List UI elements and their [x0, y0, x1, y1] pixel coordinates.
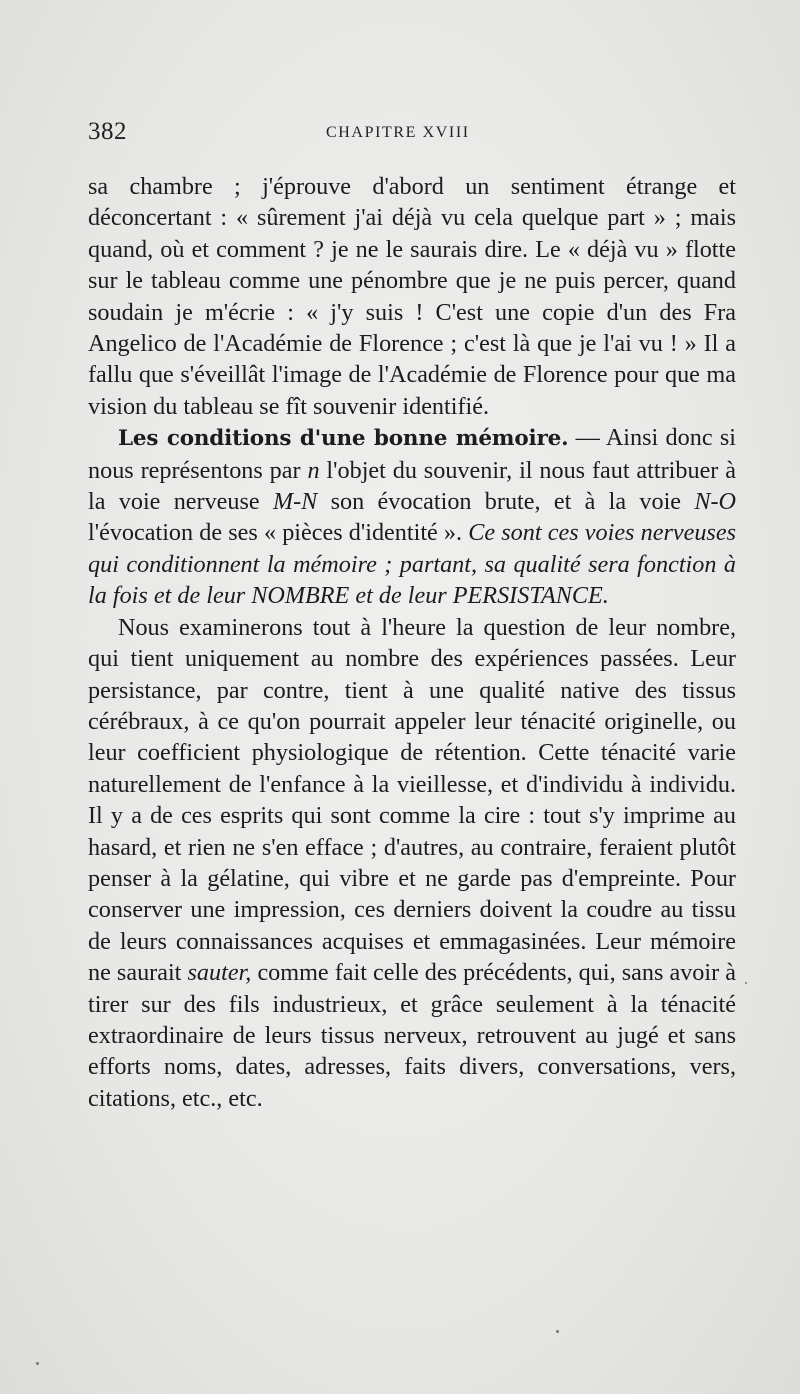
paragraph-text: son évocation brute, et à la voie: [317, 488, 695, 516]
variable-mn: M-N: [272, 488, 318, 516]
italic-word: sauter,: [187, 959, 252, 987]
running-head: [88, 118, 738, 158]
page-number: 382: [88, 118, 127, 145]
chapter-title: CHAPITRE XVIII: [326, 124, 470, 141]
paper-speck: [745, 982, 747, 984]
paragraph-text: — Ainsi donc si nous représentons par: [88, 424, 736, 484]
section-heading: Les conditions d'une bonne mémoire.: [118, 426, 569, 452]
paragraph-persistence: [88, 612, 736, 1115]
paragraph-continuation: sa chambre ; j'éprouve d'abord un sentiment étrange et déconcertant : « sûrement j'ai déjà vu cela quelque part » ; mais quand, où et comment ? je ne le saurais dire. Le « déjà vu » flotte sur le tableau comme une pénombre que je ne puis percer, quand soudain je m'écrie : « j'y suis ! C'est une copie d'un des Fra Angelico de l'Académie de Florence ; c'est là que je l'ai vu ! » Il a fallu que s'éveillât l'image de l'Académie de Florence pour que ma vision du tableau se fît souvenir identifié.: [88, 173, 736, 420]
variable-no: N-O: [694, 488, 736, 516]
variable-n: n: [307, 456, 320, 484]
paragraph-text: l'évocation de ses « pièces d'identité ».: [88, 519, 469, 547]
paragraph-conditions: [88, 422, 736, 611]
paper-speck: [556, 1330, 559, 1333]
body-text: [88, 171, 736, 1114]
paragraph-text: l'objet du souvenir, il nous faut attribuer à la voie nerveuse: [88, 456, 736, 516]
paragraph-text: Nous examinerons tout à l'heure la question de leur nombre, qui tient uniquement au nombre des expériences passées. Leur persistance, par contre, tient à une qualité native des tissus cérébraux, à ce qu'on pourrait appeler leur ténacité originelle, ou leur coefficient physiologique de rétention. Cette ténacité varie naturellement de l'enfance à la vieillesse, et d'individu à individu. Il y a de ces esprits qui sont comme la cire : tout s'y imprime au hasard, et rien ne s'en efface ; d'autres, au contraire, feraient plutôt penser à la gélatine, qui vibre et ne garde pas d'empreinte. Pour conserver une impression, ces derniers doivent la coudre au tissu de leurs connaissances acquises et emmagasinées. Leur mémoire ne saurait: [88, 613, 736, 987]
italic-conclusion: Ce sont ces voies nerveuses qui conditionnent la mémoire ; partant, sa qualité sera fonction à la fois et de leur NOMBRE et de leur PERSISTANCE.: [88, 519, 736, 610]
paragraph-text: comme fait celle des précédents, qui, sans avoir à tirer sur des fils industrieux, et grâce seulement à la ténacité extraordinaire de leurs tissus nerveux, retrouvent au jugé et sans efforts noms, dates, adresses, faits divers, conversations, vers, citations, etc., etc.: [88, 959, 736, 1112]
paper-speck: [36, 1362, 39, 1365]
